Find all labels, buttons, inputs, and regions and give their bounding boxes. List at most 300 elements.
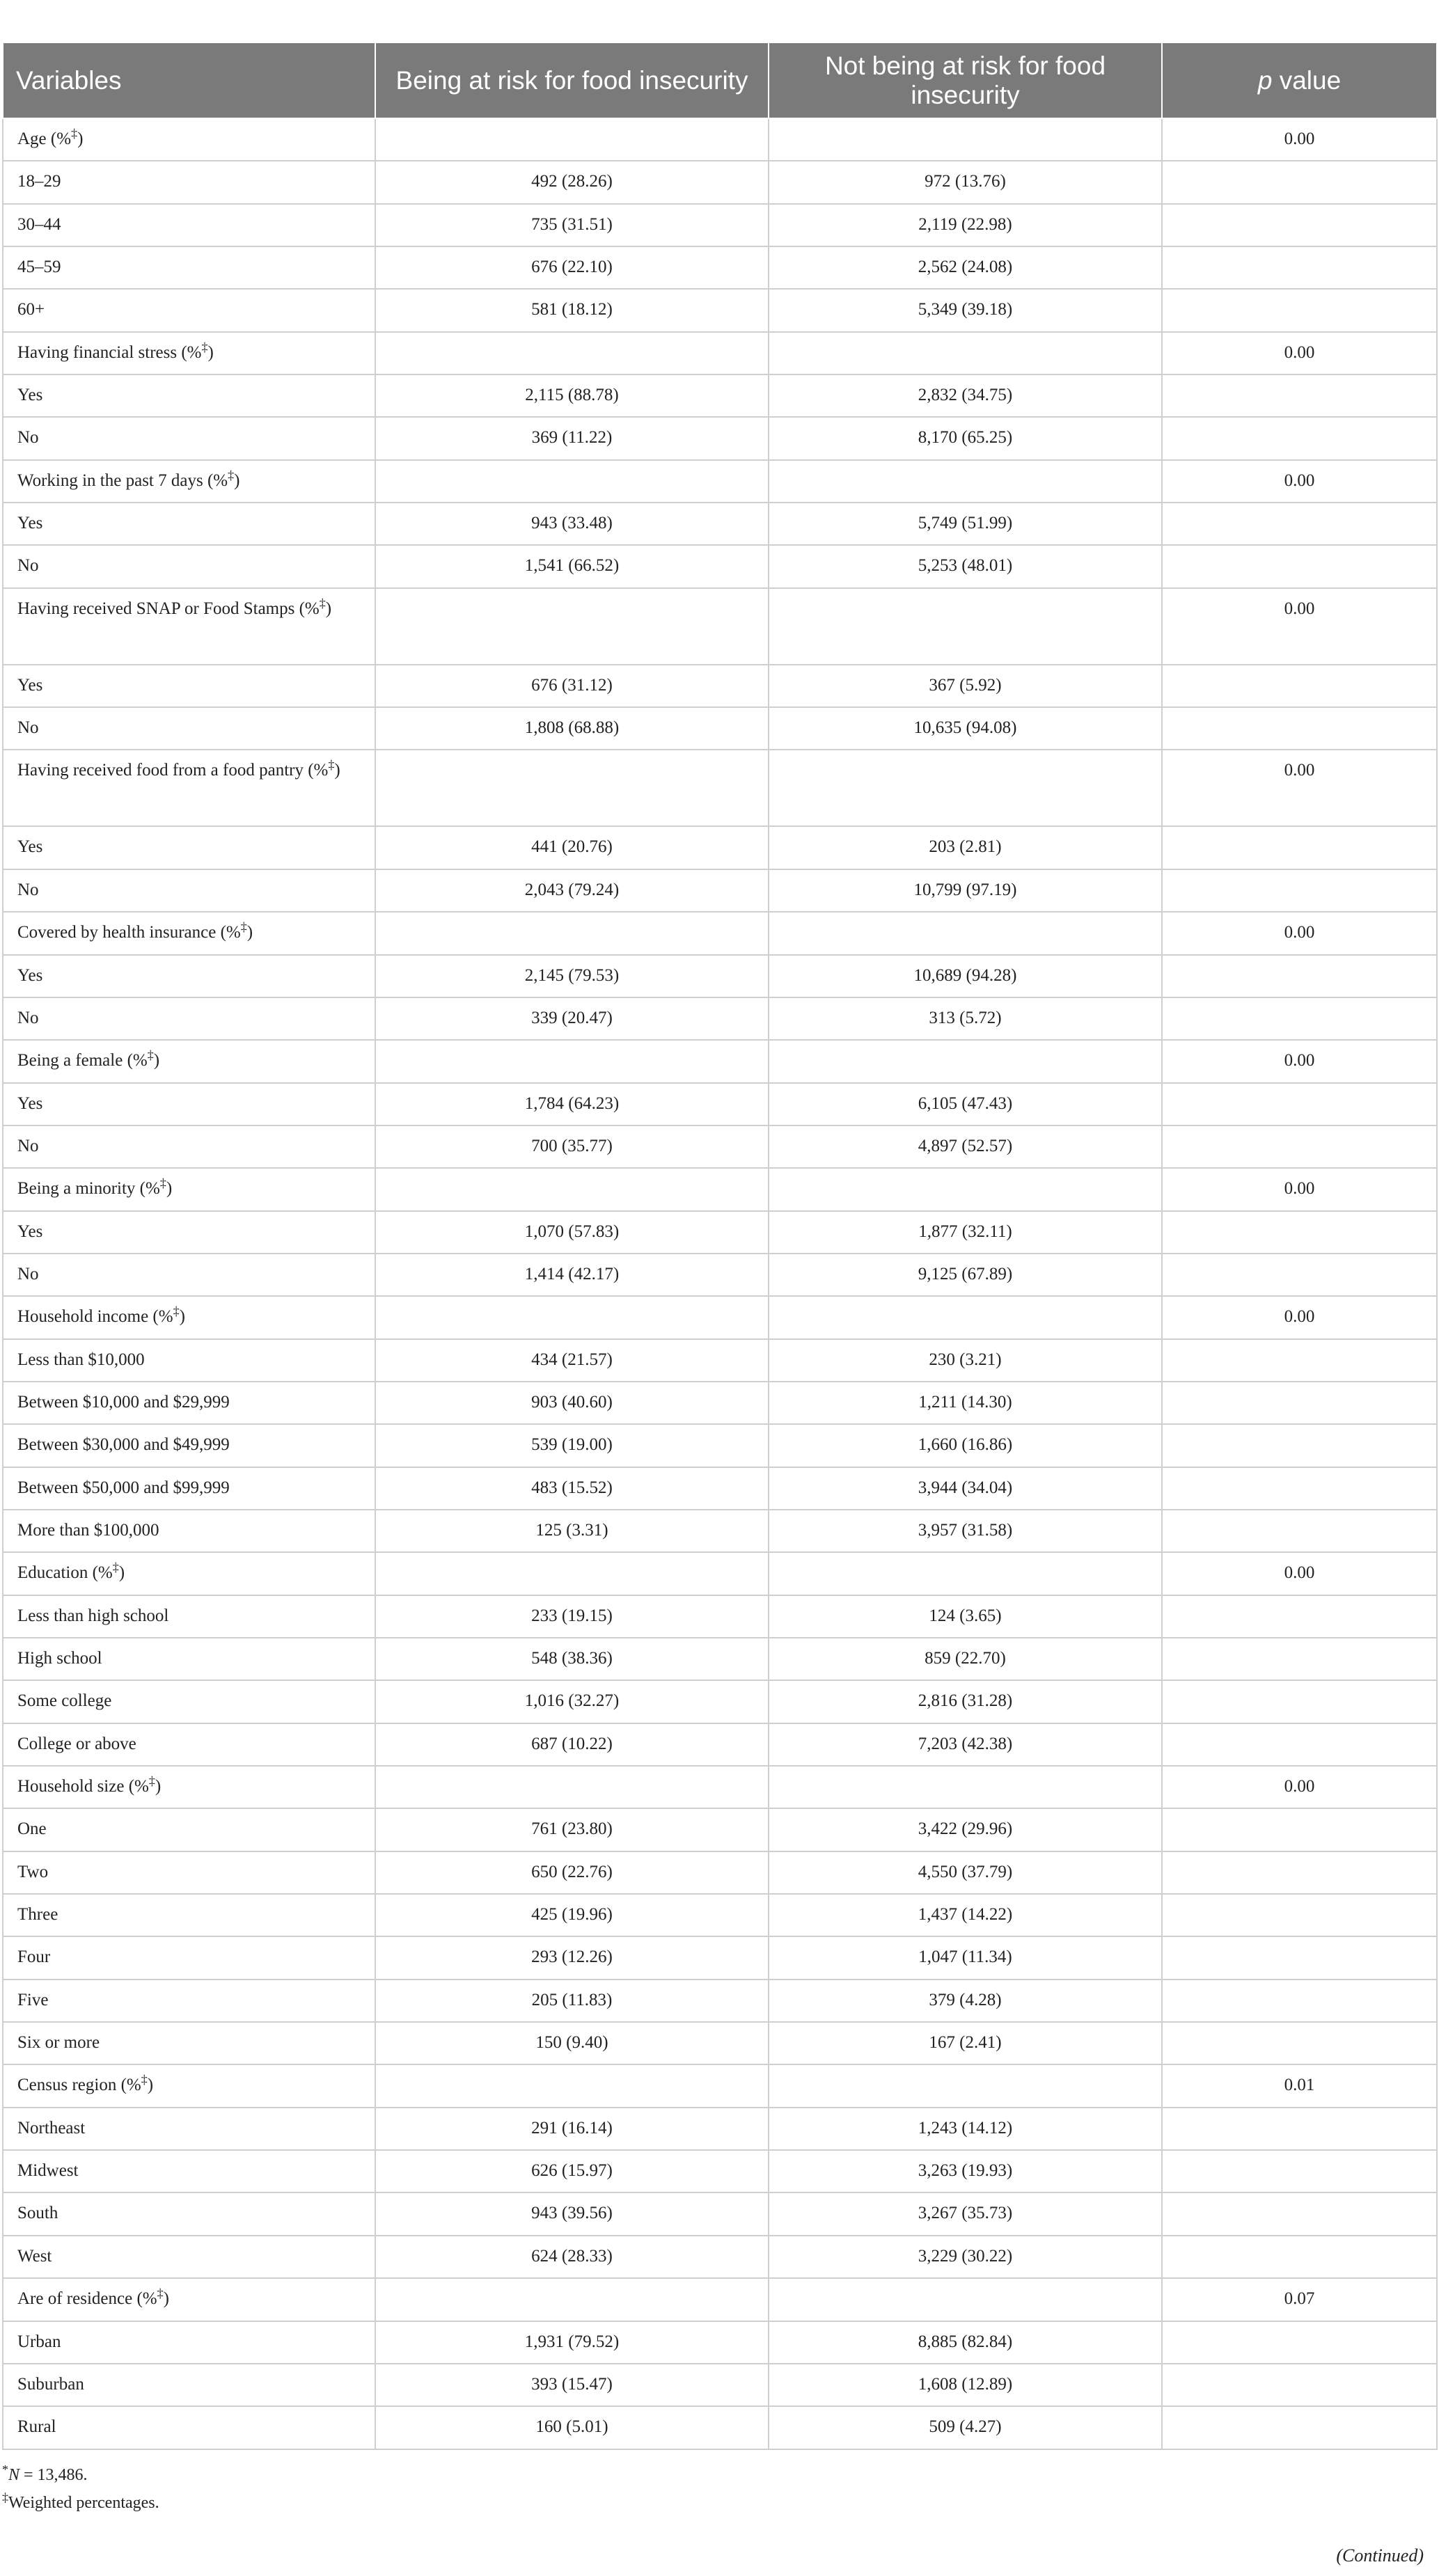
not-at-risk-value-cell: 972 (13.76)	[769, 161, 1162, 203]
p-value-cell: 0.00	[1162, 1766, 1437, 1808]
variable-label: Between $30,000 and $49,999	[17, 1435, 230, 1455]
not-at-risk-value-cell: 1,047 (11.34)	[769, 1936, 1162, 1979]
p-value-cell	[1162, 1254, 1437, 1296]
variable-group-row	[3, 750, 1437, 826]
at-risk-value-cell: 1,070 (57.83)	[375, 1211, 769, 1254]
variable-label: No	[17, 1264, 39, 1283]
at-risk-value-cell	[375, 750, 769, 826]
not-at-risk-value-cell	[769, 332, 1162, 374]
variable-name-cell	[3, 1168, 375, 1210]
p-value-cell	[1162, 1723, 1437, 1766]
not-at-risk-value-cell: 124 (3.65)	[769, 1595, 1162, 1638]
table-row	[3, 1211, 1437, 1254]
variable-name-cell	[3, 750, 375, 826]
p-value-cell: 0.00	[1162, 1168, 1437, 1210]
table-row	[3, 2108, 1437, 2150]
not-at-risk-value-cell: 10,689 (94.28)	[769, 955, 1162, 997]
category-cell	[3, 161, 375, 203]
variable-group-row	[3, 2064, 1437, 2107]
variable-label: Household income	[17, 1307, 149, 1327]
at-risk-value-cell: 1,931 (79.52)	[375, 2321, 769, 2364]
at-risk-value-cell: 581 (18.12)	[375, 289, 769, 331]
table-footnotes	[2, 2461, 159, 2517]
variable-label: No	[17, 880, 39, 899]
at-risk-value-cell: 205 (11.83)	[375, 1980, 769, 2022]
at-risk-value-cell: 393 (15.47)	[375, 2364, 769, 2406]
table-row	[3, 665, 1437, 707]
p-value-cell	[1162, 2150, 1437, 2192]
p-value-cell	[1162, 2022, 1437, 2064]
variable-label: Less than $10,000	[17, 1350, 145, 1369]
not-at-risk-value-cell: 3,267 (35.73)	[769, 2192, 1162, 2235]
header-p-value	[1162, 43, 1437, 118]
percent-label: (%	[303, 761, 329, 780]
variable-label: Urban	[17, 2332, 61, 2351]
not-at-risk-value-cell: 5,749 (51.99)	[769, 503, 1162, 545]
at-risk-value-cell	[375, 118, 769, 161]
table-row	[3, 1638, 1437, 1680]
variable-label: Midwest	[17, 2161, 79, 2181]
not-at-risk-value-cell: 1,608 (12.89)	[769, 2364, 1162, 2406]
not-at-risk-value-cell: 1,660 (16.86)	[769, 1424, 1162, 1467]
variable-label: Rural	[17, 2417, 56, 2437]
table-row	[3, 2192, 1437, 2235]
category-cell	[3, 997, 375, 1040]
table-row	[3, 246, 1437, 289]
footnote-weighted-symbol: ‡	[2, 2490, 8, 2504]
category-cell	[3, 1083, 375, 1125]
not-at-risk-value-cell: 203 (2.81)	[769, 826, 1162, 869]
at-risk-value-cell: 650 (22.76)	[375, 1851, 769, 1894]
p-value-cell	[1162, 2321, 1437, 2364]
not-at-risk-value-cell: 9,125 (67.89)	[769, 1254, 1162, 1296]
p-value-cell: 0.00	[1162, 332, 1437, 374]
category-cell	[3, 1680, 375, 1723]
variable-label: Being a minority	[17, 1179, 136, 1199]
p-value-cell	[1162, 1595, 1437, 1638]
variable-label: Yes	[17, 675, 43, 695]
p-value-cell: 0.07	[1162, 2278, 1437, 2321]
not-at-risk-value-cell: 1,243 (14.12)	[769, 2108, 1162, 2150]
table-row	[3, 869, 1437, 912]
table-row	[3, 1680, 1437, 1723]
not-at-risk-value-cell	[769, 460, 1162, 503]
p-value-cell	[1162, 665, 1437, 707]
category-cell	[3, 503, 375, 545]
at-risk-value-cell: 548 (38.36)	[375, 1638, 769, 1680]
closing-paren: )	[166, 1179, 173, 1199]
at-risk-value-cell	[375, 912, 769, 954]
at-risk-value-cell: 1,784 (64.23)	[375, 1083, 769, 1125]
p-value-cell	[1162, 545, 1437, 587]
not-at-risk-value-cell	[769, 1168, 1162, 1210]
percent-label: (%	[123, 1051, 148, 1070]
category-cell	[3, 417, 375, 459]
p-value-cell: 0.00	[1162, 1296, 1437, 1338]
at-risk-value-cell: 434 (21.57)	[375, 1339, 769, 1382]
category-cell	[3, 1936, 375, 1979]
not-at-risk-value-cell: 3,957 (31.58)	[769, 1510, 1162, 1552]
category-cell	[3, 1382, 375, 1424]
at-risk-value-cell: 425 (19.96)	[375, 1894, 769, 1936]
table-row	[3, 417, 1437, 459]
at-risk-value-cell: 626 (15.97)	[375, 2150, 769, 2192]
variable-label: Suburban	[17, 2374, 84, 2394]
p-value-cell	[1162, 246, 1437, 289]
at-risk-value-cell: 1,541 (66.52)	[375, 545, 769, 587]
at-risk-value-cell: 492 (28.26)	[375, 161, 769, 203]
variable-group-row	[3, 2278, 1437, 2321]
at-risk-value-cell: 150 (9.40)	[375, 2022, 769, 2064]
not-at-risk-value-cell	[769, 1040, 1162, 1082]
at-risk-value-cell	[375, 1552, 769, 1595]
at-risk-value-cell: 2,145 (79.53)	[375, 955, 769, 997]
category-cell	[3, 1851, 375, 1894]
p-value-cell: 0.00	[1162, 1040, 1437, 1082]
p-value-cell	[1162, 826, 1437, 869]
closing-paren: )	[118, 1563, 125, 1583]
category-cell	[3, 2321, 375, 2364]
variable-label: Two	[17, 1862, 49, 1881]
percent-label: (%	[88, 1563, 113, 1583]
table-row	[3, 1595, 1437, 1638]
weighted-symbol: ‡	[112, 1560, 119, 1574]
variable-label: South	[17, 2204, 58, 2223]
p-value-cell	[1162, 707, 1437, 750]
at-risk-value-cell: 160 (5.01)	[375, 2406, 769, 2449]
weighted-symbol: ‡	[157, 2286, 164, 2300]
p-value-cell	[1162, 2364, 1437, 2406]
table-row	[3, 2236, 1437, 2278]
continued-label: (Continued)	[1336, 2545, 1424, 2566]
p-value-cell	[1162, 2236, 1437, 2278]
variable-label: Three	[17, 1905, 58, 1925]
p-value-cell: 0.00	[1162, 912, 1437, 954]
category-cell	[3, 2022, 375, 2064]
variable-label: High school	[17, 1649, 102, 1668]
table-row	[3, 545, 1437, 587]
category-cell	[3, 707, 375, 750]
weighted-symbol: ‡	[319, 596, 326, 610]
at-risk-value-cell: 291 (16.14)	[375, 2108, 769, 2150]
variable-label: Age	[17, 129, 47, 148]
not-at-risk-value-cell	[769, 912, 1162, 954]
variable-label: Having received food from a food pantry	[17, 761, 304, 780]
variable-label: Northeast	[17, 2118, 86, 2138]
table-row	[3, 204, 1437, 246]
variable-label: Yes	[17, 386, 43, 405]
category-cell	[3, 1638, 375, 1680]
variable-group-row	[3, 912, 1437, 954]
category-cell	[3, 665, 375, 707]
p-value-cell	[1162, 1894, 1437, 1936]
variable-label: Working in the past 7 days	[17, 471, 203, 490]
variable-label: 60+	[17, 300, 45, 319]
weighted-symbol: ‡	[148, 1773, 155, 1788]
table-row	[3, 1723, 1437, 1766]
percent-label: (%	[124, 1777, 149, 1796]
p-value-cell	[1162, 2192, 1437, 2235]
table-row	[3, 374, 1437, 417]
table-row	[3, 1382, 1437, 1424]
closing-paren: )	[234, 471, 240, 490]
table-row	[3, 1467, 1437, 1510]
closing-paren: )	[77, 129, 84, 148]
not-at-risk-value-cell: 379 (4.28)	[769, 1980, 1162, 2022]
percent-label: (%	[216, 923, 241, 942]
variable-label: 30–44	[17, 214, 61, 234]
not-at-risk-value-cell: 10,635 (94.08)	[769, 707, 1162, 750]
category-cell	[3, 2150, 375, 2192]
not-at-risk-value-cell: 859 (22.70)	[769, 1638, 1162, 1680]
not-at-risk-value-cell: 313 (5.72)	[769, 997, 1162, 1040]
closing-paren: )	[163, 2289, 169, 2309]
variable-label: No	[17, 428, 39, 448]
not-at-risk-value-cell: 2,562 (24.08)	[769, 246, 1162, 289]
category-cell	[3, 2192, 375, 2235]
not-at-risk-value-cell	[769, 2278, 1162, 2321]
footnote-n-symbol: *	[2, 2463, 8, 2476]
table-header-row	[3, 43, 1437, 118]
category-cell	[3, 289, 375, 331]
table-row	[3, 1980, 1437, 2022]
weighted-symbol: ‡	[201, 340, 208, 354]
variable-label: Five	[17, 1990, 49, 2009]
category-cell	[3, 204, 375, 246]
not-at-risk-value-cell: 10,799 (97.19)	[769, 869, 1162, 912]
percent-label: (%	[135, 1179, 160, 1199]
header-not-at-risk: Not being at risk for food insecurity	[769, 43, 1162, 118]
at-risk-value-cell: 700 (35.77)	[375, 1125, 769, 1168]
weighted-symbol: ‡	[173, 1304, 180, 1318]
variable-label: Between $10,000 and $29,999	[17, 1392, 230, 1412]
closing-paren: )	[325, 599, 332, 618]
variable-name-cell	[3, 1040, 375, 1082]
p-value-cell: 0.00	[1162, 750, 1437, 826]
closing-paren: )	[179, 1307, 185, 1327]
p-value-cell	[1162, 374, 1437, 417]
p-value-cell	[1162, 2406, 1437, 2449]
variable-label: No	[17, 1136, 39, 1155]
footnote-weighted-text: Weighted percentages.	[8, 2494, 159, 2512]
category-cell	[3, 2406, 375, 2449]
variable-label: 45–59	[17, 258, 61, 277]
variable-label: One	[17, 1819, 47, 1839]
variable-label: Having financial stress	[17, 342, 178, 362]
food-insecurity-table	[2, 43, 1438, 2450]
weighted-symbol: ‡	[147, 1048, 154, 1062]
variable-name-cell	[3, 1296, 375, 1338]
not-at-risk-value-cell: 3,263 (19.93)	[769, 2150, 1162, 2192]
p-value-cell	[1162, 1467, 1437, 1510]
variable-label: Less than high school	[17, 1606, 169, 1625]
category-cell	[3, 1510, 375, 1552]
not-at-risk-value-cell: 167 (2.41)	[769, 2022, 1162, 2064]
table-row	[3, 1254, 1437, 1296]
at-risk-value-cell	[375, 1766, 769, 1808]
variable-name-cell	[3, 118, 375, 161]
footnote-n-letter: N	[8, 2466, 20, 2484]
category-cell	[3, 1424, 375, 1467]
not-at-risk-value-cell: 2,119 (22.98)	[769, 204, 1162, 246]
category-cell	[3, 1339, 375, 1382]
p-value-cell	[1162, 1382, 1437, 1424]
not-at-risk-value-cell	[769, 1552, 1162, 1595]
table-row	[3, 503, 1437, 545]
variable-label: No	[17, 556, 39, 576]
variable-group-row	[3, 332, 1437, 374]
variable-label: Census region	[17, 2076, 117, 2095]
p-value-cell	[1162, 1980, 1437, 2022]
p-value-cell	[1162, 997, 1437, 1040]
weighted-symbol: ‡	[240, 919, 247, 934]
variable-label: Yes	[17, 965, 43, 985]
variable-name-cell	[3, 2278, 375, 2321]
percent-label: (%	[116, 2076, 141, 2095]
table-row	[3, 2321, 1437, 2364]
at-risk-value-cell: 943 (33.48)	[375, 503, 769, 545]
not-at-risk-value-cell: 8,885 (82.84)	[769, 2321, 1162, 2364]
at-risk-value-cell: 624 (28.33)	[375, 2236, 769, 2278]
not-at-risk-value-cell: 8,170 (65.25)	[769, 417, 1162, 459]
p-value-cell	[1162, 1808, 1437, 1851]
p-value-cell: 0.00	[1162, 588, 1437, 665]
at-risk-value-cell: 339 (20.47)	[375, 997, 769, 1040]
category-cell	[3, 545, 375, 587]
table-row	[3, 1808, 1437, 1851]
p-value-cell: 0.00	[1162, 118, 1437, 161]
closing-paren: )	[246, 923, 253, 942]
footnote-sample-size	[2, 2461, 159, 2489]
weighted-symbol: ‡	[141, 2073, 148, 2087]
variable-label: Yes	[17, 1093, 43, 1113]
p-value-cell	[1162, 1339, 1437, 1382]
weighted-symbol: ‡	[71, 126, 78, 141]
footnote-weighted	[2, 2489, 159, 2517]
p-value-cell	[1162, 869, 1437, 912]
table-container	[2, 43, 1436, 2450]
variable-label: Being a female	[17, 1051, 123, 1070]
variable-name-cell	[3, 1552, 375, 1595]
category-cell	[3, 2236, 375, 2278]
percent-label: (%	[148, 1307, 173, 1327]
variable-group-row	[3, 118, 1437, 161]
at-risk-value-cell: 539 (19.00)	[375, 1424, 769, 1467]
category-cell	[3, 1125, 375, 1168]
p-value-cell	[1162, 204, 1437, 246]
variable-group-row	[3, 1168, 1437, 1210]
category-cell	[3, 2108, 375, 2150]
category-cell	[3, 246, 375, 289]
header-p-rest: value	[1272, 65, 1342, 95]
category-cell	[3, 869, 375, 912]
p-value-cell	[1162, 1851, 1437, 1894]
variable-group-row	[3, 1296, 1437, 1338]
category-cell	[3, 1595, 375, 1638]
table-row	[3, 826, 1437, 869]
p-value-cell	[1162, 1083, 1437, 1125]
percent-label: (%	[46, 129, 72, 148]
variable-label: Yes	[17, 1222, 43, 1241]
at-risk-value-cell: 1,016 (32.27)	[375, 1680, 769, 1723]
p-value-cell	[1162, 1424, 1437, 1467]
table-row	[3, 1339, 1437, 1382]
at-risk-value-cell: 676 (31.12)	[375, 665, 769, 707]
at-risk-value-cell: 293 (12.26)	[375, 1936, 769, 1979]
at-risk-value-cell	[375, 588, 769, 665]
variable-group-row	[3, 1766, 1437, 1808]
not-at-risk-value-cell: 1,437 (14.22)	[769, 1894, 1162, 1936]
at-risk-value-cell	[375, 332, 769, 374]
not-at-risk-value-cell	[769, 1296, 1162, 1338]
not-at-risk-value-cell: 5,253 (48.01)	[769, 545, 1162, 587]
table-row	[3, 1510, 1437, 1552]
not-at-risk-value-cell: 3,422 (29.96)	[769, 1808, 1162, 1851]
category-cell	[3, 374, 375, 417]
p-value-cell: 0.01	[1162, 2064, 1437, 2107]
weighted-symbol: ‡	[159, 1176, 166, 1190]
p-value-cell	[1162, 1125, 1437, 1168]
variable-label: College or above	[17, 1734, 136, 1753]
variable-name-cell	[3, 332, 375, 374]
at-risk-value-cell: 735 (31.51)	[375, 204, 769, 246]
table-row	[3, 2364, 1437, 2406]
table-row	[3, 161, 1437, 203]
weighted-symbol: ‡	[328, 758, 335, 773]
closing-paren: )	[207, 342, 214, 362]
variable-label: No	[17, 1008, 39, 1027]
footnote-n-value: = 13,486.	[19, 2466, 88, 2484]
not-at-risk-value-cell: 1,877 (32.11)	[769, 1211, 1162, 1254]
percent-label: (%	[294, 599, 320, 618]
at-risk-value-cell: 483 (15.52)	[375, 1467, 769, 1510]
table-row	[3, 2022, 1437, 2064]
category-cell	[3, 1254, 375, 1296]
variable-label: Between $50,000 and $99,999	[17, 1478, 230, 1497]
category-cell	[3, 1894, 375, 1936]
p-value-cell: 0.00	[1162, 460, 1437, 503]
not-at-risk-value-cell: 2,832 (34.75)	[769, 374, 1162, 417]
variable-name-cell	[3, 1766, 375, 1808]
table-row	[3, 1894, 1437, 1936]
variable-label: Are of residence	[17, 2289, 133, 2309]
table-row	[3, 1424, 1437, 1467]
not-at-risk-value-cell: 6,105 (47.43)	[769, 1083, 1162, 1125]
variable-label: Education	[17, 1563, 88, 1583]
p-value-cell: 0.00	[1162, 1552, 1437, 1595]
category-cell	[3, 826, 375, 869]
at-risk-value-cell: 761 (23.80)	[375, 1808, 769, 1851]
not-at-risk-value-cell: 509 (4.27)	[769, 2406, 1162, 2449]
at-risk-value-cell	[375, 1296, 769, 1338]
variable-label: Six or more	[17, 2033, 100, 2053]
at-risk-value-cell	[375, 2278, 769, 2321]
variable-label: Household size	[17, 1777, 125, 1796]
not-at-risk-value-cell: 1,211 (14.30)	[769, 1382, 1162, 1424]
variable-label: Covered by health insurance	[17, 923, 217, 942]
p-value-cell	[1162, 2108, 1437, 2150]
variable-label: No	[17, 718, 39, 738]
variable-label: West	[17, 2246, 52, 2266]
category-cell	[3, 1467, 375, 1510]
category-cell	[3, 1808, 375, 1851]
category-cell	[3, 1211, 375, 1254]
header-p-letter: p	[1257, 65, 1273, 95]
variable-label: More than $100,000	[17, 1520, 159, 1540]
p-value-cell	[1162, 417, 1437, 459]
variable-name-cell	[3, 588, 375, 665]
at-risk-value-cell: 2,043 (79.24)	[375, 869, 769, 912]
